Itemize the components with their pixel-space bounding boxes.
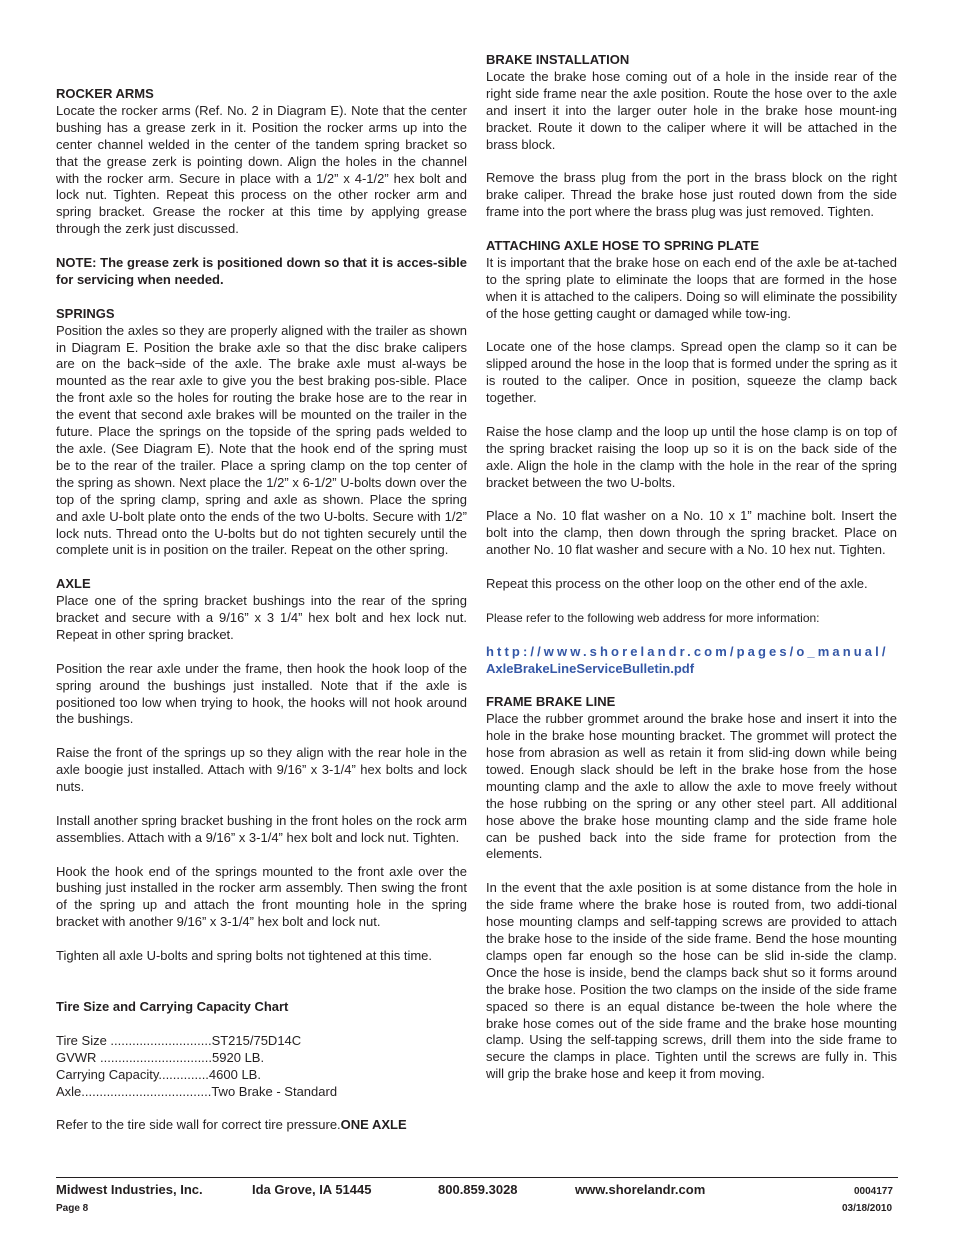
link-line-1[interactable]: http://www.shorelandr.com/pages/o_manual/ — [486, 643, 889, 659]
spec-label: GVWR ............................... — [56, 1049, 213, 1065]
brake-paragraph-1: Locate the brake hose coming out of a hole in the inside rear of the right side frame near the axle position. Route the hose over to the axle and insert it into the larger outer hole in the brake hose mount-ing bracket. Route it down to the caliper where it will be attached in the brass block. — [486, 68, 897, 152]
brake-installation-heading: BRAKE INSTALLATION — [486, 52, 630, 67]
spec-value: 4600 LB. — [208, 1066, 261, 1082]
attach-paragraph-5: Repeat this process on the other loop on the other end of the axle. — [486, 576, 868, 591]
tire-pressure-note — [56, 1117, 467, 1134]
brake-paragraph-2: Remove the brass plug from the port in the brass block on the right brake caliper. Thread the brake hose just routed down from the side frame into the port where the brass plug was just removed. Tighten. — [486, 170, 897, 220]
spec-row-carrying-capacity — [56, 1067, 467, 1084]
attach-paragraph-3: Raise the hose clamp and the loop up until the hose clamp is on top of the spring bracket raising the loop up so it is on the back side of the axle. Align the hole in the clamp with the hole in the rear of the spring bracket between the two U-bolts. — [486, 423, 897, 490]
spec-row-axle — [56, 1084, 467, 1101]
axle-paragraph-2: Position the rear axle under the frame, then hook the hook loop of the spring around the bushings just installed. Note that if the axle is positioned too low when trying to hook, the hooks will not hook around the bushings. — [56, 660, 467, 727]
footer-company: Midwest Industries, Inc. — [56, 1182, 203, 1197]
tire-chart-title: Tire Size and Carrying Capacity Chart — [56, 999, 289, 1014]
spec-row-gvwr — [56, 1050, 467, 1067]
spec-label: Axle.................................... — [56, 1083, 212, 1099]
tire-spec-table — [56, 1033, 467, 1101]
spec-value: 5920 LB. — [212, 1049, 265, 1065]
spec-label: Carrying Capacity.............. — [56, 1066, 209, 1082]
axle-paragraph-6: Tighten all axle U-bolts and spring bolts not tightened at this time. — [56, 948, 433, 964]
rocker-arms-heading: ROCKER ARMS — [56, 86, 154, 101]
attaching-hose-heading: ATTACHING AXLE HOSE TO SPRING PLATE — [486, 237, 760, 253]
spec-value: Two Brake - Standard — [211, 1083, 338, 1099]
footer-city: Ida Grove, IA 51445 — [252, 1182, 372, 1197]
left-column — [56, 86, 467, 1151]
footer-phone: 800.859.3028 — [438, 1182, 518, 1197]
spec-row-tire-size — [56, 1033, 467, 1050]
axle-heading: AXLE — [56, 576, 91, 592]
footer-page-number: Page 8 — [56, 1203, 89, 1214]
springs-heading: SPRINGS — [56, 305, 115, 321]
link-line-2[interactable]: AxleBrakeLineServiceBulletin.pdf — [486, 660, 695, 676]
attach-paragraph-4: Place a No. 10 flat washer on a No. 10 x 1” machine bolt. Insert the bolt into the clamp, then down through the spring bracket. Place on another No. 10 flat washer and secure with a No. 10 hex nut. Tighten. — [486, 508, 897, 558]
grease-note: NOTE: The grease zerk is positioned down so that it is acces-sible for servicing when needed. — [56, 255, 467, 287]
spec-label: Tire Size ............................ — [56, 1032, 212, 1048]
springs-text: Position the axles so they are properly aligned with the trailer as shown in Diagram E. Position the brake axle so that the disc brake calipers are on the back¬side of the axle. The brake axle must al-ways be mounted as the rear axle to give you the best braking pos-sible. Place the front axle so the holes for routing the brake hose are to the rear in the event that second axle brakes will be mounted on the trailer in the future. Place the springs on the topside of the spring pads welded to the axle. (See Diagram E). Note that the hook end of the spring must be to the rear of the trailer. Place a spring clamp on the top center of the spring as shown. Next place the 1/2” x 6-1/2” U-bolts down over the top of the spring clamp, spring and axle as shown. Place the spring and axle U-bolt plate onto the ends of the two U-bolts. Secure with 1/2” lock nuts. Thread onto the U-bolts but do not tighten securely until the complete unit is in position on the trailer. Repeat on the other spring. — [56, 322, 467, 558]
axle-paragraph-3: Raise the front of the springs up so they align with the rear hole in the axle boogie just installed. Attach with 9/16” x 3-1/4” hex bolts and lock nuts. — [56, 745, 467, 795]
axle-paragraph-1: Place one of the spring bracket bushings into the rear of the spring bracket and secure with a 9/16” x 3 1/4” hex bolt and hex lock nut. Repeat in other spring bracket. — [56, 593, 467, 642]
axle-paragraph-4: Install another spring bracket bushing in the front holes on the rock arm assemblies. Attach with a 9/16” x 3-1/4” hex bolt and lock nut. Tighten. — [56, 812, 467, 845]
attach-paragraph-2: Locate one of the hose clamps. Spread open the clamp so it can be slipped around the hose in the loop that is formed under the spring as it is routed to the caliper. Once in position, squeeze the clamp back together. — [486, 339, 897, 406]
web-reference-text: Please refer to the following web address for more information: — [486, 610, 820, 625]
footer-website: www.shorelandr.com — [575, 1182, 706, 1197]
right-column — [486, 52, 897, 1100]
frame-paragraph-2: In the event that the axle position is at some distance from the hole in the side frame where the brake hose is routed from, two addi-tional hose mounting clamps and self-tapping screws are provided to attach the brake hose to the inside of the side frame. Bend the hose mounting clamps open far enough so the hose can be slid in-side the clamp. Once the hose is inside, bend the clamps back shut so it forms around the brake hose. Position the two clamps on the inside of the side frame spaced so there is an equal distance be-tween the hole where the brake hose comes out of the side frame and the brake hose mounting clamp. Using the self-tapping screws, drill them into the side frame to secure the clamps in place. Tighten until the screws are fully in. This will grip the brake hose and keep it from moving. — [486, 880, 897, 1082]
service-bulletin-link[interactable] — [486, 644, 897, 678]
rocker-arms-text: Locate the rocker arms (Ref. No. 2 in Diagram E). Note that the center bushing has a grease zerk in it. Position the rocker arms up into the center channel welded in the center of the tandem spring bracket so that the grease zerk is pointing down. Align the holes in the channel with the rocker arm. Secure in place with a 1/2” x 4-1/2” hex bolt and lock nut. Tighten. Repeat this process on the other rocker arm and spring bracket. Grease the rocker at this time by applying grease through the zerk just discussed. — [56, 102, 467, 237]
frame-brake-line-heading: FRAME BRAKE LINE — [486, 694, 616, 710]
footer-doc-number: 0004177 — [854, 1186, 893, 1197]
axle-paragraph-5: Hook the hook end of the springs mounted to the front axle over the bushing just installed in the rocker arm assembly. Then swing the front of the spring up and attach the front mounting hole in the spring bracket with another 9/16” x 3-1/4” hex bolt and lock nut. — [56, 863, 467, 930]
attach-paragraph-1: It is important that the brake hose on each end of the axle be at-tached to the spring plate to eliminate the loops that are formed in the hose when it is attached to the calipers. Doing so will eliminate the possibility of the hose getting caught or damaged while tow-ing. — [486, 254, 897, 321]
one-axle-label: ONE AXLE — [340, 1117, 407, 1133]
tire-pressure-text: Refer to the tire side wall for correct tire pressure. — [56, 1117, 341, 1133]
frame-paragraph-1: Place the rubber grommet around the brake hose and insert it into the hole in the brake hose mounting bracket. The grommet will protect the hose from abrasion as well as retain it from slid-ing down while being towed. Enough slack should be left in the brake hose from the hose mounting clamp and the axle to allow the axle to move freely without the hose rubbing on the spring or any other steel part. All additional hose above the brake hose mounting clamp and the side frame hole can be pushed back into the side frame for protection from the elements. — [486, 711, 897, 862]
spec-value: ST215/75D14C — [211, 1032, 302, 1048]
footer-date: 03/18/2010 — [842, 1203, 893, 1214]
footer-divider — [56, 1177, 898, 1178]
